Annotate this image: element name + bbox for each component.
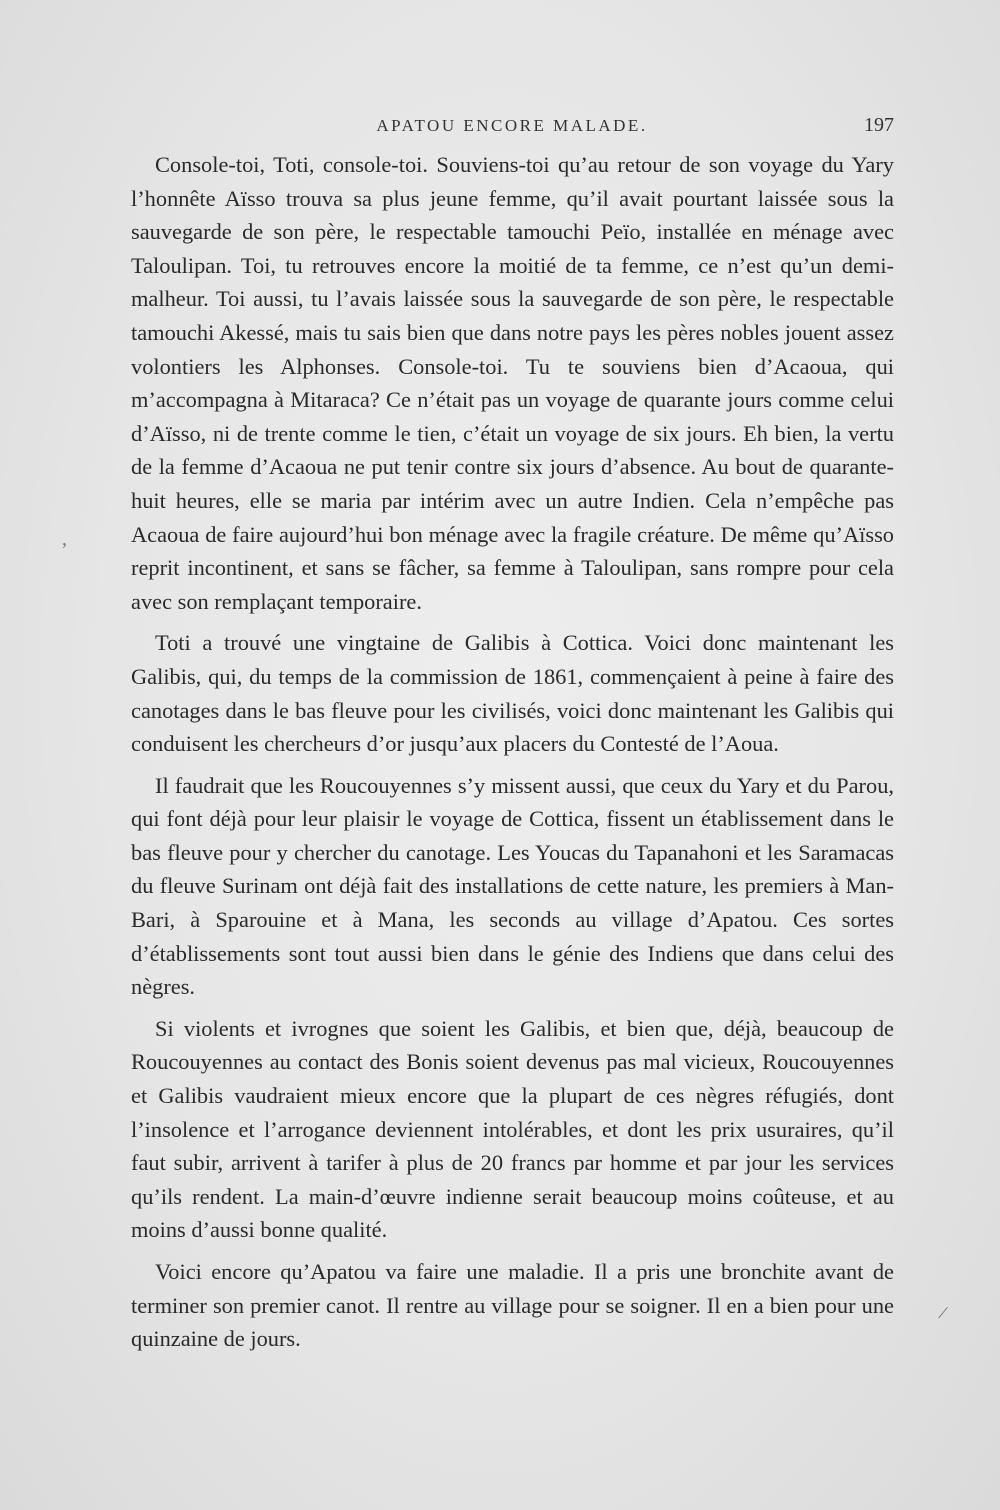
paragraph-1: Console-toi, Toti, console-toi. Souviens-toi qu’au retour de son voyage du Yary l’honnête Aïsso trouva sa plus jeune femme, qu’il avait pourtant laissée sous la sauvegarde de son père, le respectable tamouchi Peïo, installée en ménage avec Taloulipan. Toi, tu retrouves encore la moitié de ta femme, ce n’est qu’un demi-malheur. Toi aussi, tu l’avais laissée sous la sauvegarde de son père, le respectable tamouchi Akessé, mais tu sais bien que dans notre pays les pères nobles jouent assez volontiers les Alphonses. Console-toi. Tu te souviens bien d’Acaoua, qui m’accompagna à Mitaraca? Ce n’était pas un voyage de quarante jours comme celui d’Aïsso, ni de trente comme le tien, c’était un voyage de six jours. Eh bien, la vertu de la femme d’Acaoua ne put tenir contre six jours d’absence. Au bout de quarante-huit heures, elle se maria par intérim avec un autre Indien. Cela n’empêche pas Acaoua de faire aujourd’hui bon ménage avec la fragile créature. De même qu’Aïsso reprit incontinent, et sans se fâcher, sa femme à Taloulipan, sans rompre pour cela avec son remplaçant temporaire. [131,152,894,614]
running-title: APATOU ENCORE MALADE. [376,116,648,135]
margin-mark-right: / [936,1301,950,1325]
margin-mark-left: , [62,528,67,550]
paragraph-3: Il faudrait que les Roucouyennes s’y missent aussi, que ceux du Yary et du Parou, qui font déjà pour leur plaisir le voyage de Cottica, fissent un établissement dans le bas fleuve pour y chercher du canotage. Les Youcas du Tapanahoni et les Saramacas du fleuve Surinam ont déjà fait des installations de cette nature, les premiers à Man-Bari, à Sparouine et à Mana, les seconds au village d’Apatou. Ces sortes d’établissements sont tout aussi bien dans le génie des Indiens que dans celui des nègres. [131,772,894,1000]
page-number: 197 [864,114,894,136]
paragraph-5: Voici encore qu’Apatou va faire une maladie. Il a pris une bronchite avant de terminer son premier canot. Il rentre au village pour se soigner. Il en a bien pour une quinzaine de jours. [131,1259,894,1352]
paragraph-4: Si violents et ivrognes que soient les Galibis, et bien que, déjà, beaucoup de Roucouyennes au contact des Bonis soient devenus pas mal vicieux, Roucouyennes et Galibis vaudraient mieux encore que la plupart de ces nègres réfugiés, dont l’insolence et l’arrogance deviennent intolérables, et dont les prix usuraires, qu’il faut subir, arrivent à tarifer à plus de 20 francs par homme et par jour les services qu’ils rendent. La main-d’œuvre indienne serait beaucoup moins coûteuse, et au moins d’aussi bonne qualité. [131,1015,894,1243]
paragraph-2: Toti a trouvé une vingtaine de Galibis à Cottica. Voici donc maintenant les Galibis, qui, du temps de la commission de 1861, commençaient à peine à faire des canotages dans le bas fleuve pour les civilisés, voici donc maintenant les Galibis qui conduisent les chercheurs d’or jusqu’aux placers du Contesté de l’Aoua. [131,630,894,757]
body-text [131,148,894,1364]
running-head [130,116,894,140]
